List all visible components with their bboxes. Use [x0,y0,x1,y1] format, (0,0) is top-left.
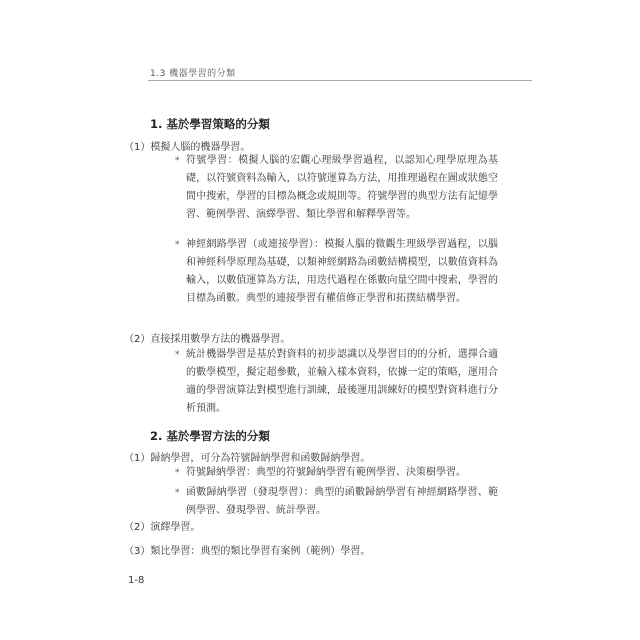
bullet-dot: * [175,240,180,250]
item-label-2-2: （2）演繹學習。 [124,522,201,533]
bullet-dot: * [175,156,180,166]
item-label-2-1: （1）歸納學習，可分為符號歸納學習和函數歸納學習。 [124,453,371,464]
bullet-symbolic-induction: 符號歸納學習：典型的符號歸納學習有範例學習、決策樹學習。 [186,467,466,478]
bullet-function-induction: 函數歸納學習（發現學習）：典型的函數歸納學習有神經網路學習、範例學習、發現學習、統計學習。 [186,487,498,516]
item-label-1-1: （1）模擬人腦的機器學習。 [124,142,251,153]
section-heading-1: 1. 基於學習策略的分類 [150,117,270,131]
item-label-2-3: （3）類比學習：典型的類比學習有案例（範例）學習。 [124,546,371,557]
page-number: 1-8 [128,575,145,586]
bullet-statistical-learning: 統計機器學習是基於對資料的初步認識以及學習目的的分析，選擇合適的數學模型，擬定超參數，並輸入樣本資料，依據一定的策略，運用合適的學習演算法對模型進行訓練，最後運用訓練好的模型對資料進行分析預測。 [186,349,498,414]
bullet-dot: * [175,488,180,498]
item-label-1-2: （2）直接採用數學方法的機器學習。 [124,334,291,345]
running-head: 1.3 機器學習的分類 [150,69,236,79]
bullet-dot: * [175,468,180,478]
bullet-dot: * [175,350,180,360]
bullet-neural-network-learning: 神經網路學習（或連接學習）：模擬人腦的微觀生理級學習過程，以腦和神經科學原理為基礎，以類神經網路為函數結構模型，以數值資料為輸入，以數值運算為方法，用迭代過程在係數向量空間中搜索，學習的目標為函數。典型的連接學習有權值修正學習和拓撲結構學習。 [186,239,498,304]
header-rule [148,80,532,81]
bullet-symbolic-learning: 符號學習：模擬人腦的宏觀心理級學習過程，以認知心理學原理為基礎，以符號資料為輸入，以符號運算為方法，用推理過程在圖或狀態空間中搜索，學習的目標為概念或規則等。符號學習的典型方法有記憶學習、範例學習、演繹學習、類比學習和解釋學習等。 [186,155,498,220]
section-heading-2: 2. 基於學習方法的分類 [150,429,270,443]
